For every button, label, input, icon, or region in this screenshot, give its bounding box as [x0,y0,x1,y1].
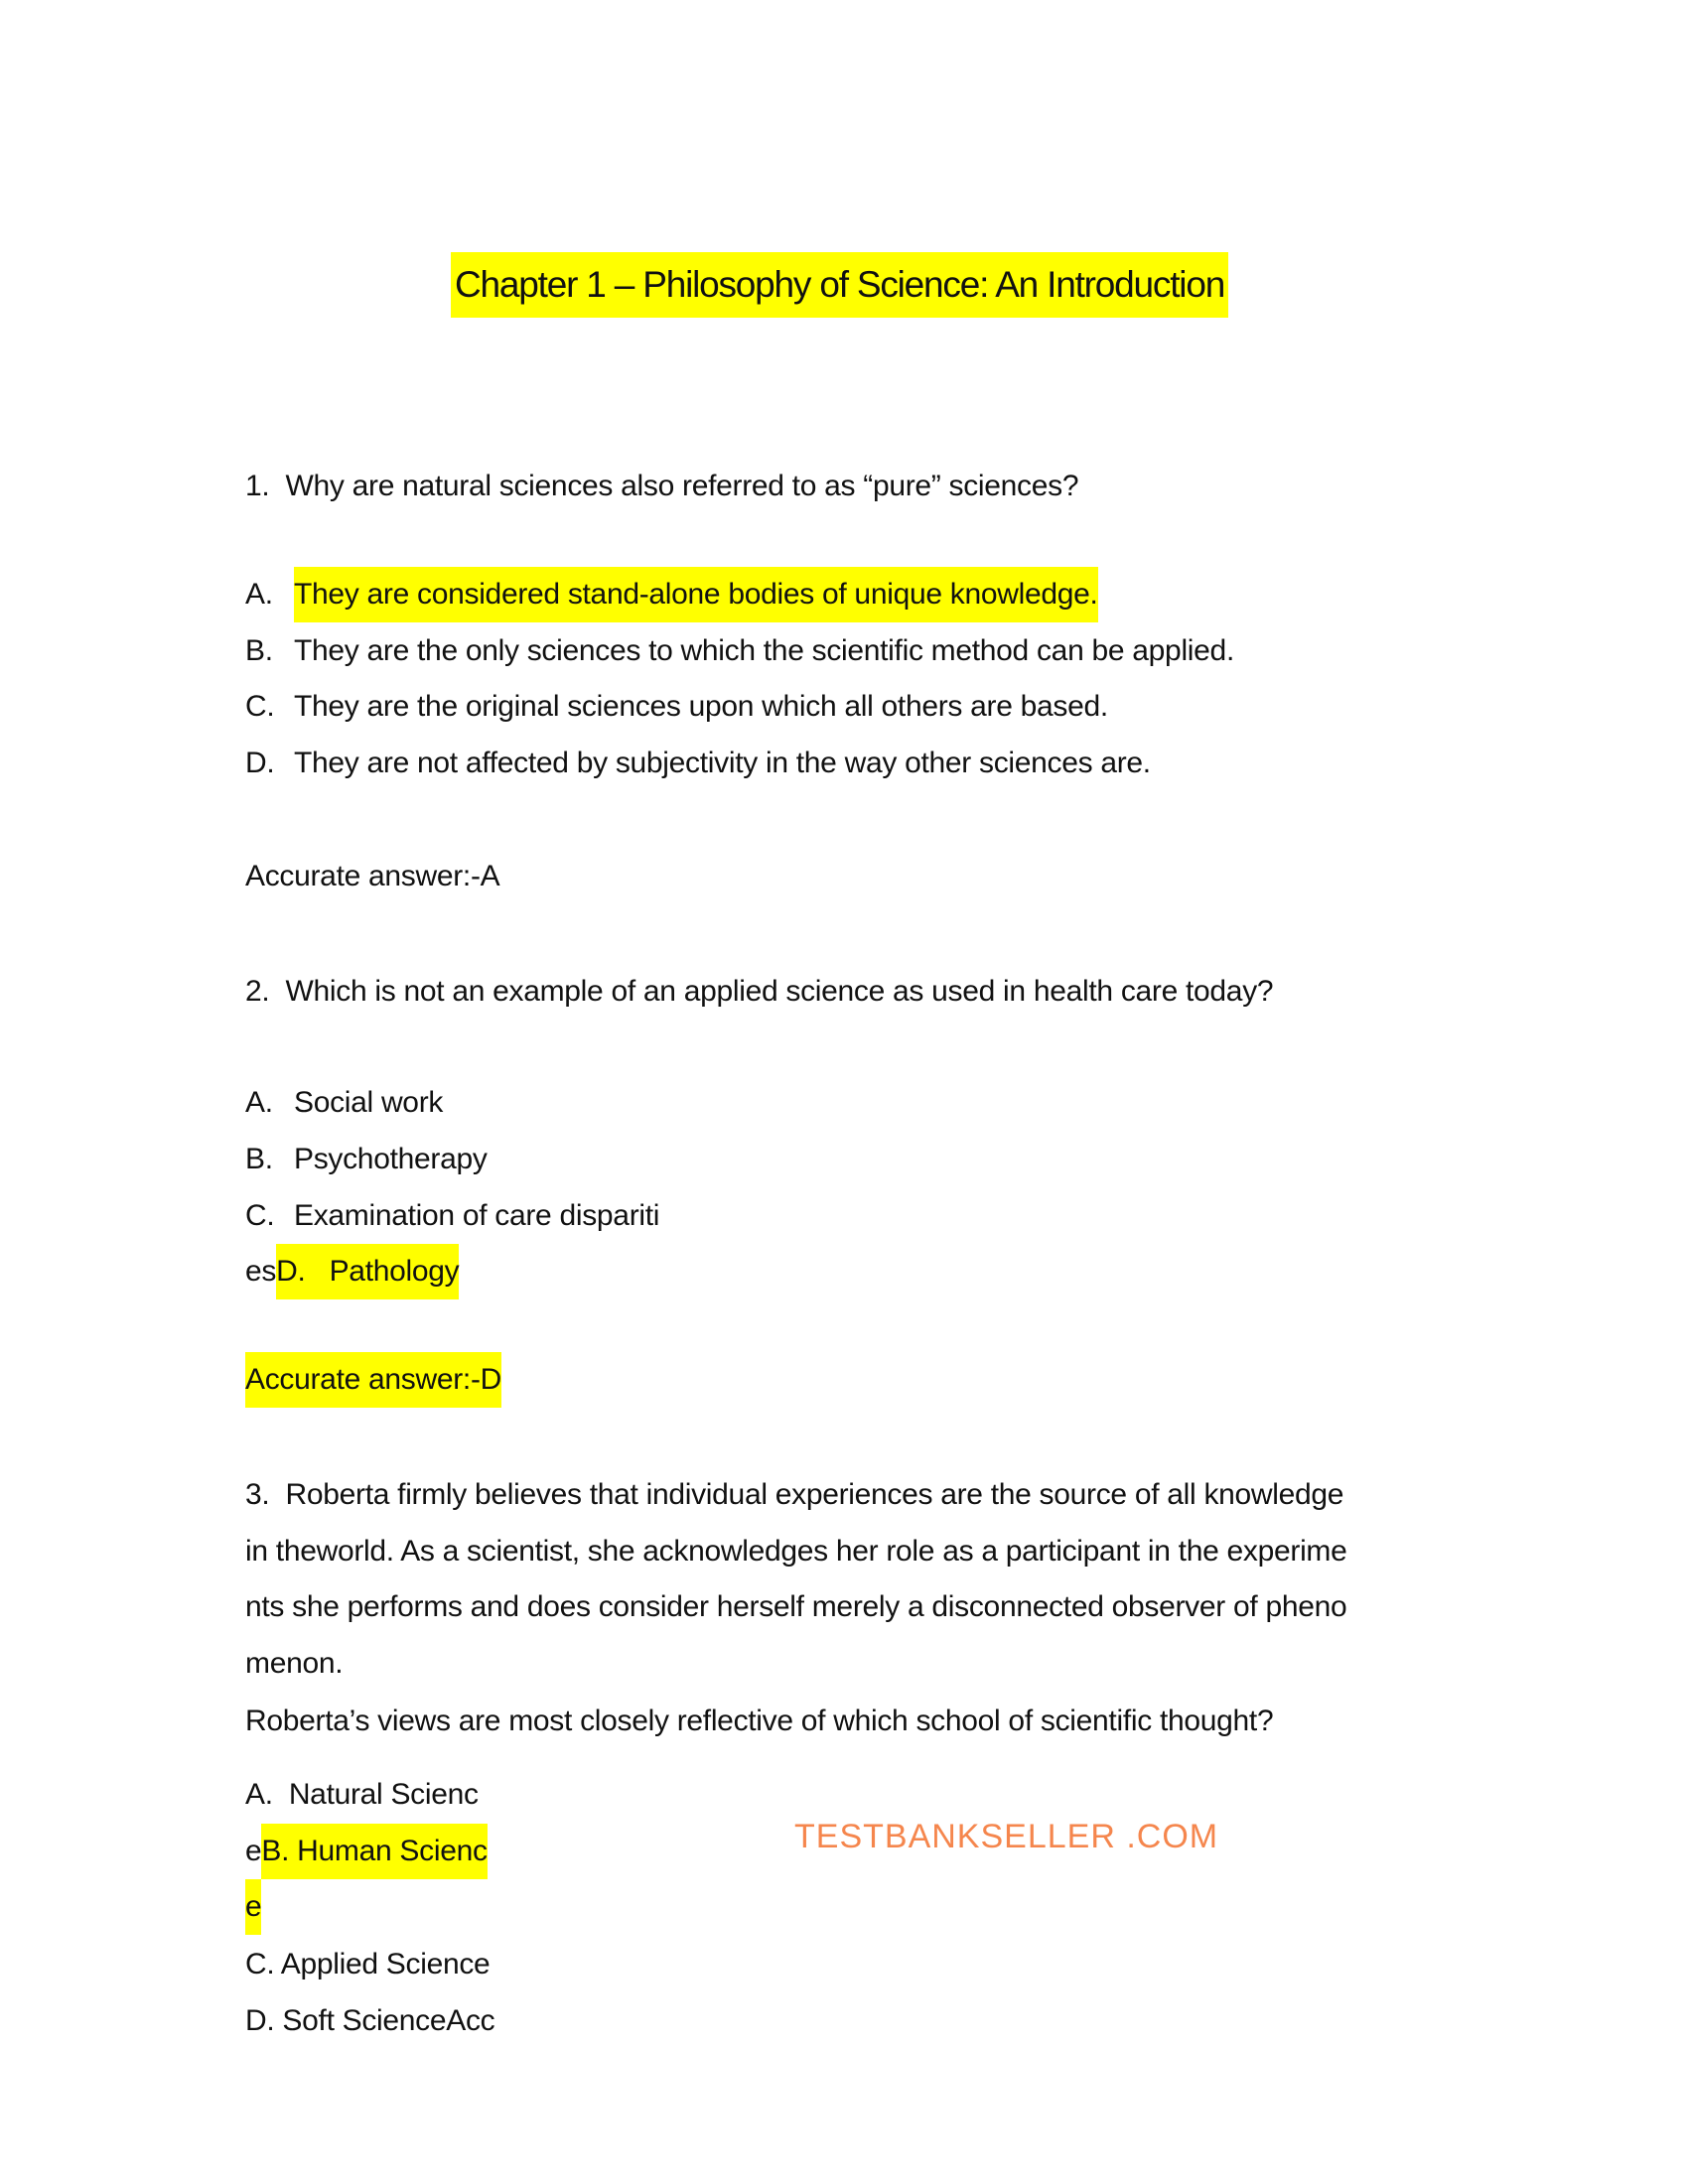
highlighted-answer: They are considered stand-alone bodies of unique knowledge. [294,567,1098,622]
option-label: C. [245,1199,275,1232]
q1-option-c [245,679,1108,735]
option-label: A. [245,578,273,611]
wrapped-text: e [245,1835,262,1867]
option-text: Examination of care dispariti [294,1199,660,1232]
q3-option-b [245,1824,488,1879]
option-text: They are the original sciences upon which all others are based. [294,690,1108,723]
q1-answer: Accurate answer:-A [245,860,500,892]
q2-option-c [245,1188,659,1244]
option-label: C. [245,690,275,723]
q2-option-a [245,1075,443,1131]
option-text: They are the only sciences to which the scientific method can be applied. [294,634,1234,667]
option-text: Psychotherapy [294,1143,488,1175]
option-label: A. [245,1086,273,1119]
highlighted-answer: D. Pathology [276,1244,459,1299]
highlighted-answer: e [245,1879,261,1935]
highlighted-answer: Accurate answer:-D [245,1352,501,1408]
q3-option-a: A. Natural Scienc [245,1778,479,1811]
question-3-prompt: Roberta’s views are most closely reflective of which school of scientific thought? [245,1705,1274,1737]
wrapped-text: es [245,1255,277,1288]
q2-option-d [245,1244,459,1299]
option-text: They are not affected by subjectivity in the way other sciences are. [294,747,1151,779]
q3-option-b-wrap [245,1879,261,1935]
option-text: Social work [294,1086,444,1119]
q1-option-a [245,567,1098,622]
q1-option-d [245,736,1151,791]
option-label: B. [245,634,273,667]
q2-answer [245,1352,501,1408]
q3-option-c: C. Applied Science [245,1948,491,1980]
q1-option-b [245,623,1234,679]
question-3-line-1: 3. Roberta firmly believes that individual experiences are the source of all knowledge [245,1478,1344,1511]
question-3-line-3: nts she performs and does consider herself merely a disconnected observer of pheno [245,1590,1347,1623]
page-title: Chapter 1 – Philosophy of Science: An Introduction [451,252,1228,318]
highlighted-answer: B. Human Scienc [261,1824,487,1879]
question-3-line-2: in theworld. As a scientist, she acknowledges her role as a participant in the experime [245,1535,1347,1568]
watermark: TESTBANKSELLER .COM [794,1818,1219,1855]
question-3-line-4: menon. [245,1647,344,1680]
option-label: B. [245,1143,273,1175]
q2-option-b [245,1132,488,1187]
option-label: D. [245,747,275,779]
question-1: 1. Why are natural sciences also referred to as “pure” sciences? [245,470,1079,502]
q3-option-d: D. Soft ScienceAcc [245,2004,495,2037]
question-2: 2. Which is not an example of an applied science as used in health care today? [245,975,1274,1008]
